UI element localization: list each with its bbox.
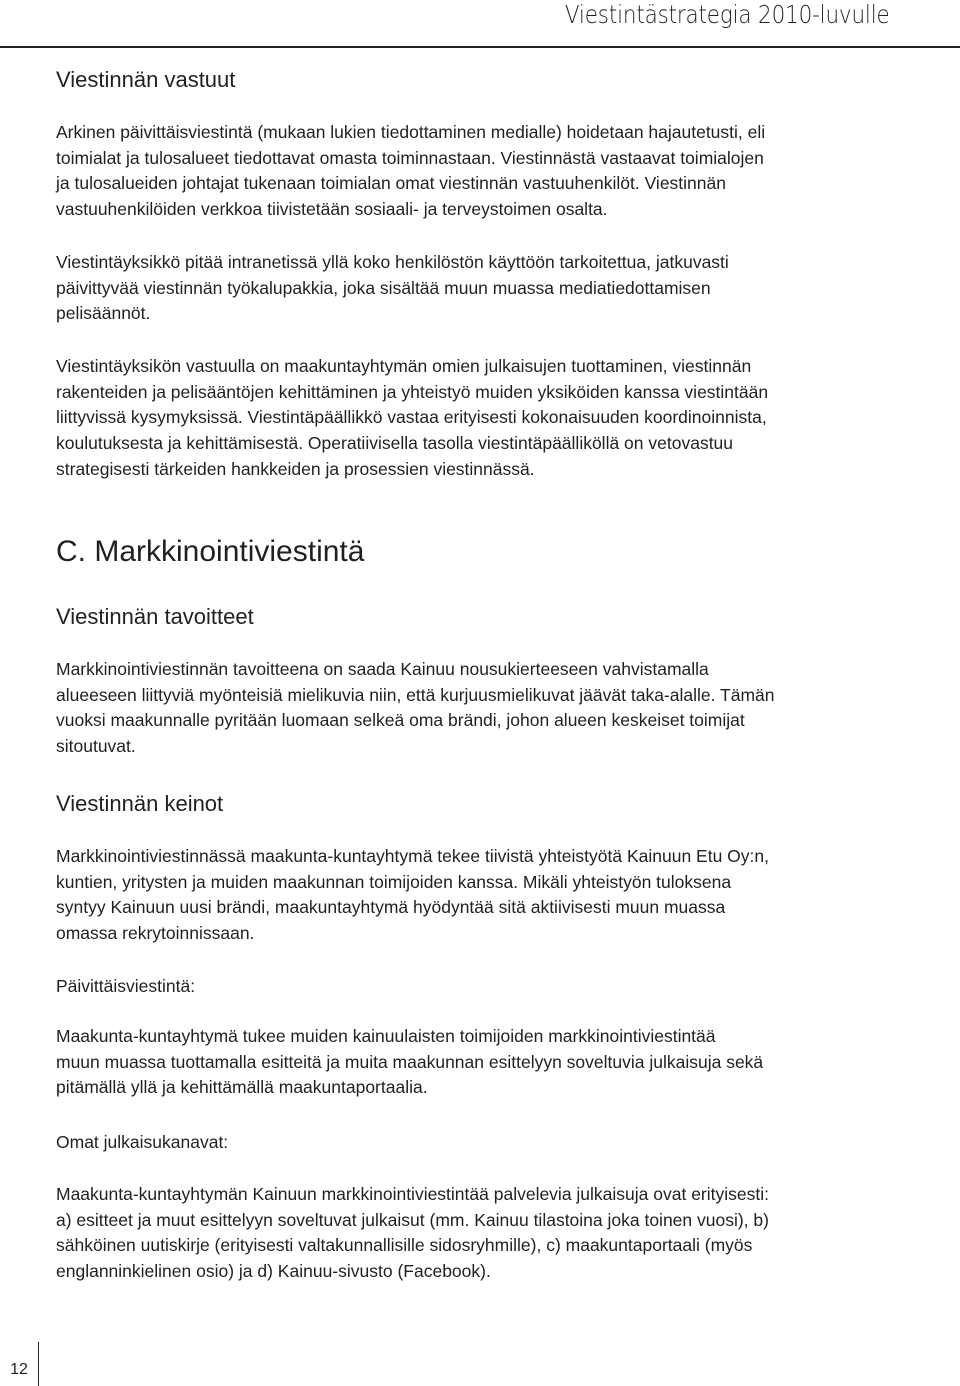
text-line: liittyvissä kysymyksissä. Viestintäpäällikkö vastaa erityisesti kokonaisuuden koordinoinnista, bbox=[56, 407, 767, 428]
text-line: pitämällä yllä ja kehittämällä maakuntaportaalia. bbox=[56, 1077, 428, 1098]
text-line: strategisesti tärkeiden hankkeiden ja prosessien viestinnässä. bbox=[56, 458, 535, 479]
text-line: päivittyvää viestinnän työkalupakkia, joka sisältää muun muassa mediatiedottamisen bbox=[56, 277, 711, 298]
text-line: toimialat ja tulosalueet tiedottavat omasta toiminnastaan. Viestinnästä vastaavat toimialojen bbox=[56, 147, 764, 168]
text-line: sähköinen uutiskirje (erityisesti valtakunnallisille sidosryhmille), c) maakuntaportaali (myös bbox=[56, 1235, 753, 1256]
section-heading-vastuut: Viestinnän vastuut bbox=[56, 67, 236, 92]
running-header-title: Viestintästrategia 2010-luvulle bbox=[565, 0, 890, 29]
text-line: Markkinointiviestinnässä maakunta-kuntayhtymä tekee tiivistä yhteistyötä Kainuun Etu Oy:n, bbox=[56, 846, 769, 866]
text-line: omassa rekrytoinnissaan. bbox=[56, 923, 255, 944]
text-line: Maakunta-kuntayhtymän Kainuun markkinointiviestintää palvelevia julkaisuja ovat erityisesti: bbox=[56, 1184, 769, 1204]
text-line: pelisäännöt. bbox=[56, 303, 151, 324]
page-number-rule bbox=[38, 1342, 39, 1386]
paragraph-omat-julkaisukanavat bbox=[56, 1182, 952, 1285]
header-rule bbox=[0, 46, 960, 48]
paragraph-vastuut-2 bbox=[56, 250, 952, 327]
text-line: rakenteiden ja pelisääntöjen kehittäminen ja yhteistyö muiden yksiköiden kanssa viestintään bbox=[56, 381, 769, 402]
text-line: Viestintäyksikkö pitää intranetissä yllä koko henkilöstön käyttöön tarkoitettua, jatkuvasti bbox=[56, 252, 729, 272]
paragraph-tavoitteet bbox=[56, 657, 952, 760]
paragraph-vastuut-3 bbox=[56, 354, 952, 483]
text-line: kuntien, yritysten ja muiden maakunnan toimijoiden kanssa. Mikäli yhteistyön tuloksena bbox=[56, 871, 732, 892]
text-line: vastuuhenkilöiden verkkoa tiivistetään sosiaali- ja terveystoimen osalta. bbox=[56, 199, 608, 220]
text-line: englanninkielinen osio) ja d) Kainuu-sivusto (Facebook). bbox=[56, 1261, 491, 1282]
subheading-paivittaisviestinta: Päivittäisviestintä: bbox=[56, 976, 196, 996]
text-line: Arkinen päivittäisviestintä (mukaan lukien tiedottaminen medialle) hoidetaan hajautetusti, eli bbox=[56, 122, 766, 142]
text-line: vuoksi maakunnalle pyritään luomaan selkeä oma brändi, johon alueen keskeiset toimijat bbox=[56, 710, 745, 731]
text-line: Maakunta-kuntayhtymä tukee muiden kainuulaisten toimijoiden markkinointiviestintää bbox=[56, 1026, 716, 1046]
page-number: 12 bbox=[10, 1361, 28, 1378]
text-line: alueeseen liittyviä myönteisiä mielikuvia niin, että kurjuusmielikuvat jäävät taka-alalle. Tämän bbox=[56, 684, 775, 705]
text-line: koulutuksesta ja kehittämisestä. Operatiivisella tasolla viestintäpäälliköllä on vetovastuu bbox=[56, 433, 734, 454]
text-line: Viestintäyksikön vastuulla on maakuntayhtymän omien julkaisujen tuottaminen, viestinnän bbox=[56, 356, 752, 376]
text-line: a) esitteet ja muut esittelyyn soveltuvat julkaisut (mm. Kainuu tilastoina joka toinen vuosi), b) bbox=[56, 1209, 769, 1230]
paragraph-keinot bbox=[56, 844, 952, 947]
section-heading-keinot: Viestinnän keinot bbox=[56, 791, 224, 816]
subheading-omat-julkaisukanavat: Omat julkaisukanavat: bbox=[56, 1132, 229, 1152]
text-line: syntyy Kainuun uusi brändi, maakuntayhtymä hyödyntää sitä aktiivisesti muun muassa bbox=[56, 897, 726, 918]
chapter-heading-markkinointiviestinta: C. Markkinointiviestintä bbox=[56, 535, 365, 568]
text-line: muun muassa tuottamalla esitteitä ja muita maakunnan esittelyyn soveltuvia julkaisuja sekä bbox=[56, 1051, 764, 1072]
section-heading-tavoitteet: Viestinnän tavoitteet bbox=[56, 604, 254, 629]
text-line: sitoutuvat. bbox=[56, 736, 136, 757]
text-line: Markkinointiviestinnän tavoitteena on saada Kainuu nousukierteeseen vahvistamalla bbox=[56, 659, 709, 679]
text-line: ja tulosalueiden johtajat tukenaan toimialan omat viestinnän vastuuhenkilöt. Viestinnän bbox=[56, 173, 726, 194]
paragraph-vastuut-1 bbox=[56, 120, 952, 223]
paragraph-paivittaisviestinta bbox=[56, 1024, 952, 1101]
